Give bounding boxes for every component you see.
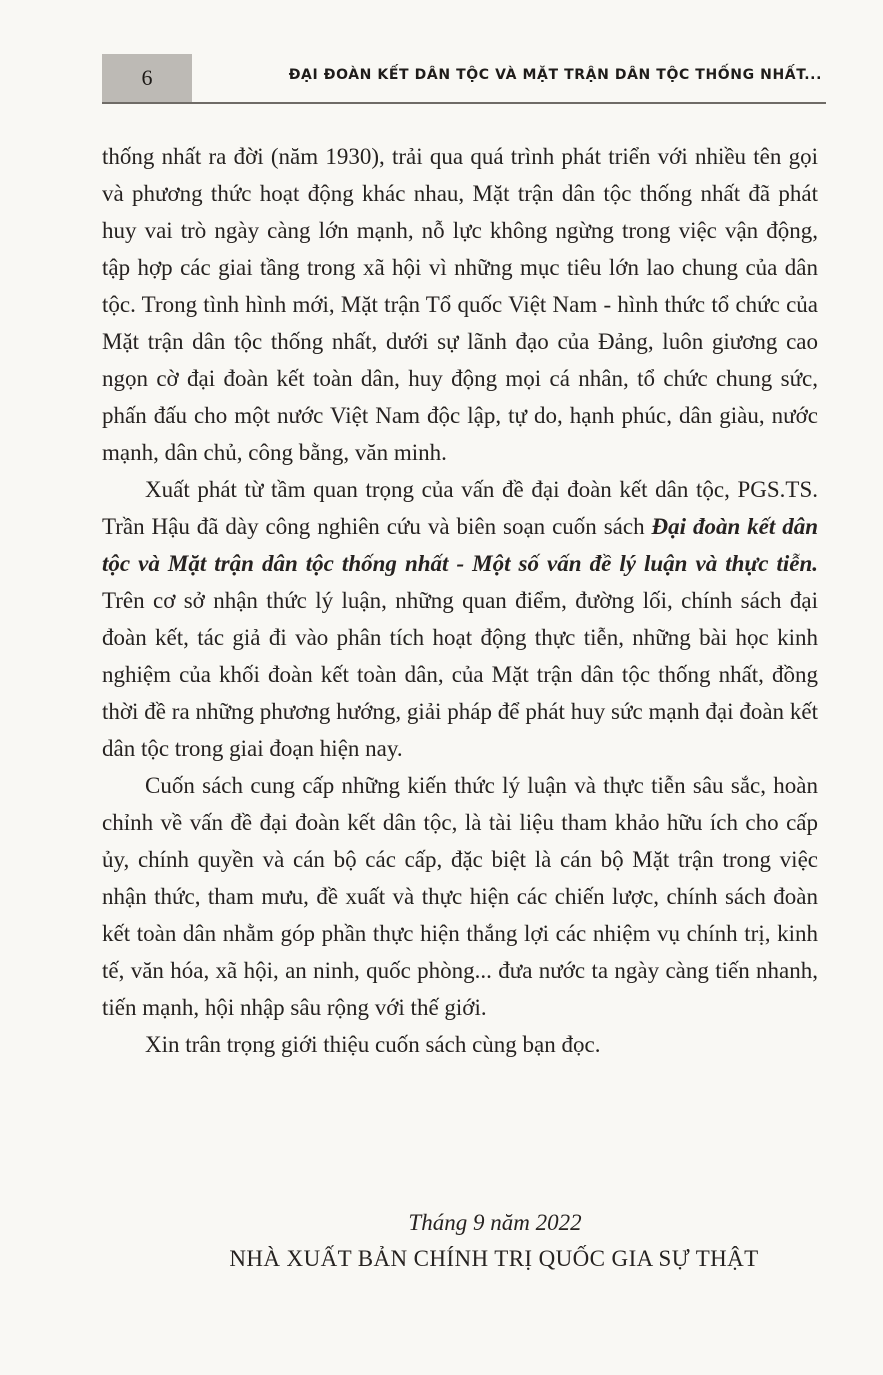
signature-date: Tháng 9 năm 2022 [408,1210,582,1235]
paragraph-continuation: thống nhất ra đời (năm 1930), trải qua quá trình phát triển với nhiều tên gọi và phương thức hoạt động khác nhau, Mặt trận dân tộc thống nhất đã phát huy vai trò ngày càng lớn mạnh, nỗ lực không ngừng trong việc vận động, tập hợp các giai tầng trong xã hội vì những mục tiêu lớn lao chung của dân tộc. Trong tình hình mới, Mặt trận Tổ quốc Việt Nam - hình thức tổ chức của Mặt trận dân tộc thống nhất, dưới sự lãnh đạo của Đảng, luôn giương cao ngọn cờ đại đoàn kết toàn dân, huy động mọi cá nhân, tổ chức chung sức, phấn đấu cho một nước Việt Nam độc lập, tự do, hạnh phúc, dân giàu, nước mạnh, dân chủ, công bằng, văn minh. [102,144,818,465]
running-header [102,54,826,104]
paragraph-book-value: Cuốn sách cung cấp những kiến thức lý luận và thực tiễn sâu sắc, hoàn chỉnh về vấn đề đại đoàn kết dân tộc, là tài liệu tham khảo hữu ích cho cấp ủy, chính quyền và cán bộ các cấp, đặc biệt là cán bộ Mặt trận trong việc nhận thức, tham mưu, đề xuất và thực hiện các chiến lược, chính sách đoàn kết toàn dân nhằm góp phần thực hiện thắng lợi các nhiệm vụ chính trị, kinh tế, văn hóa, xã hội, an ninh, quốc phòng... đưa nước ta ngày càng tiến nhanh, tiến mạnh, hội nhập sâu rộng với thế giới. [102,773,818,1020]
running-header-title: ĐẠI ĐOÀN KẾT DÂN TỘC VÀ MẶT TRẬN DÂN TỘC THỐNG NHẤT... [288,67,822,83]
signature-block [102,1205,818,1277]
paragraph-closing: Xin trân trọng giới thiệu cuốn sách cùng bạn đọc. [145,1032,601,1057]
page-number: 6 [102,54,192,102]
paragraph-book-intro [102,471,818,767]
paragraph-text: Trên cơ sở nhận thức lý luận, những quan điểm, đường lối, chính sách đại đoàn kết, tác giả đi vào phân tích hoạt động thực tiễn, những bài học kinh nghiệm của khối đoàn kết toàn dân, của Mặt trận dân tộc thống nhất, đồng thời đề ra những phương hướng, giải pháp để phát huy sức mạnh đại đoàn kết dân tộc trong giai đoạn hiện nay. [102,588,818,761]
paragraph-text: Xuất phát từ tầm quan trọng của vấn đề đại đoàn kết dân tộc, PGS.TS. Trần Hậu đã dày công nghiên cứu và biên soạn cuốn sách [102,477,818,539]
publisher-name: NHÀ XUẤT BẢN CHÍNH TRỊ QUỐC GIA SỰ THẬT [229,1246,759,1271]
body-text [102,138,818,1063]
book-title: Đại đoàn kết dân tộc và Mặt trận dân tộc thống nhất - Một số vấn đề lý luận và thực tiễn. [102,514,819,576]
